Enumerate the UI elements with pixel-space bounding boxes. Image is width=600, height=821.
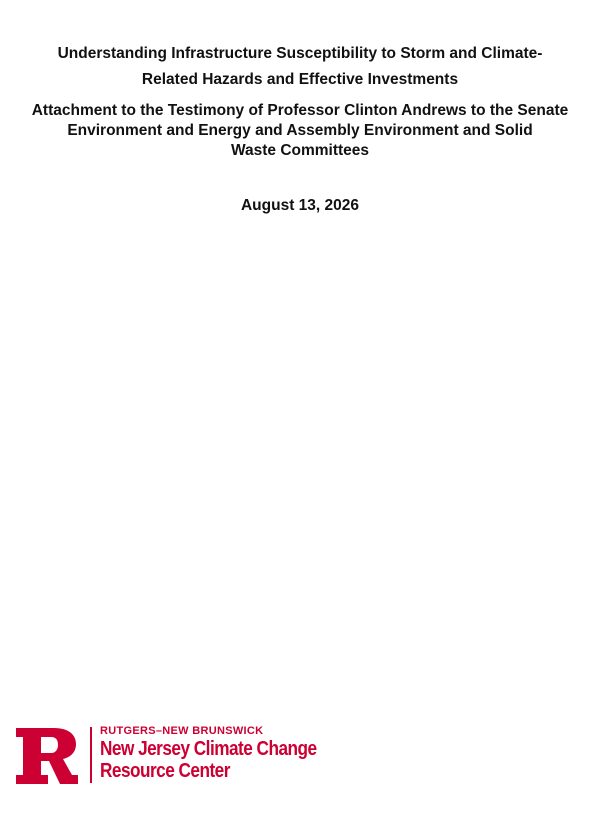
rutgers-logo (16, 725, 336, 787)
title-line-1: Understanding Infrastructure Susceptibility to Storm and Climate- (57, 45, 543, 62)
attachment-subtitle (0, 101, 600, 161)
logo-institution: RUTGERS–NEW BRUNSWICK (100, 725, 264, 737)
rutgers-r-icon (16, 728, 79, 784)
logo-text (100, 725, 352, 782)
logo-center-line-1: New Jersey Climate Change (100, 738, 317, 760)
attachment-line-2: Environment and Energy and Assembly Environment and Solid (67, 122, 533, 139)
attachment-line-1: Attachment to the Testimony of Professor Clinton Andrews to the Senate (31, 102, 569, 119)
title-line-2: Related Hazards and Effective Investments (141, 71, 459, 88)
logo-divider (90, 727, 92, 783)
logo-center-line-2: Resource Center (100, 760, 230, 782)
attachment-line-3: Waste Committees (230, 142, 370, 159)
document-date: August 13, 2026 (240, 197, 360, 214)
document-title (0, 41, 600, 93)
